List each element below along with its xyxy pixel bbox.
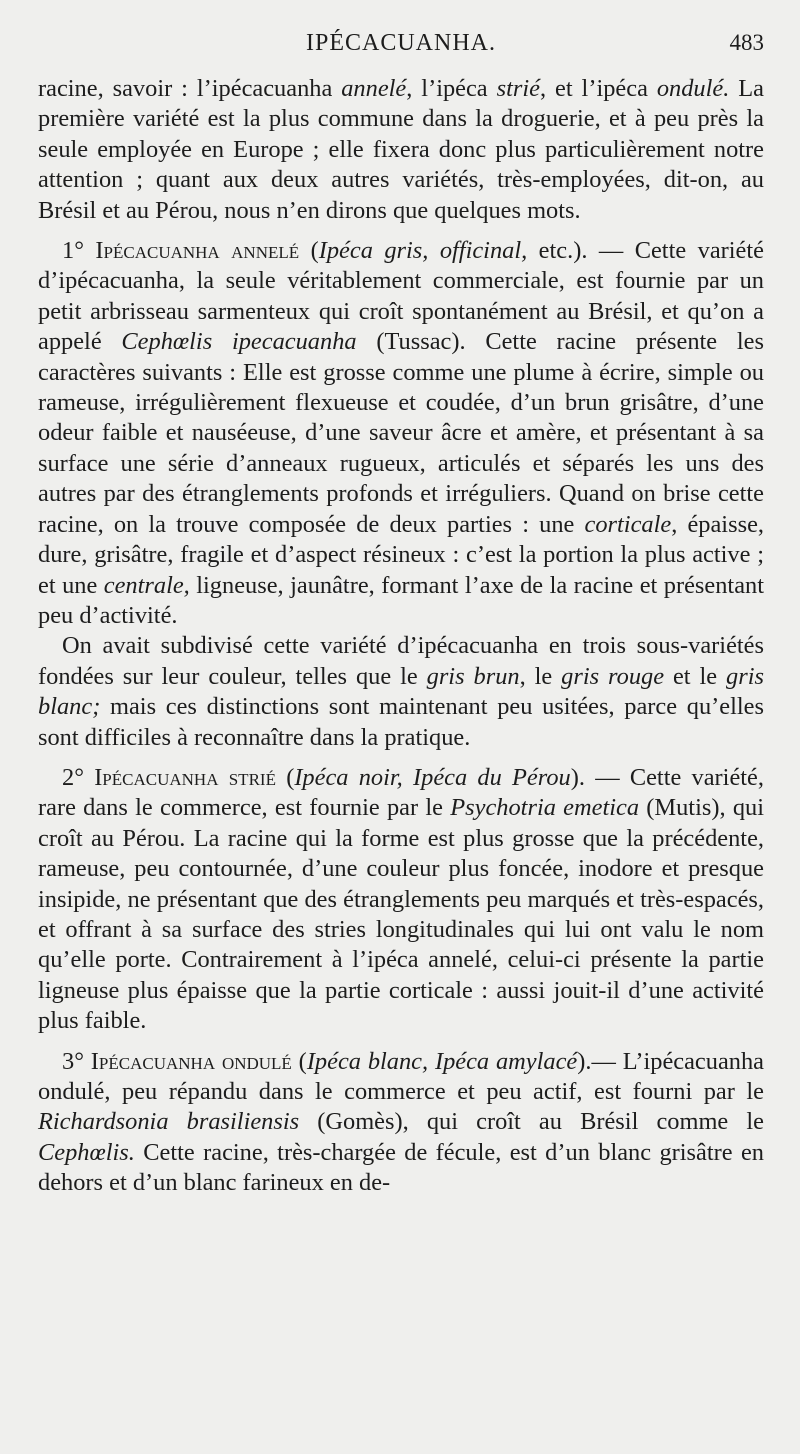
italic-term: gris blanc; — [38, 662, 764, 721]
italic-term: gris brun — [426, 662, 520, 690]
paragraph-ipecacuanha-annele — [38, 236, 764, 631]
section-number: 3° — [62, 1047, 91, 1075]
italic-term: ondulé. — [656, 75, 730, 102]
section-heading: Ipécacuanha strié — [94, 763, 276, 791]
text-run: etc.). — Cette variété d’ipécacuanha, la seule véritablement commerciale, est fournie par un petit arbrisseau sarmenteux qui croît spontanément au Brésil, et qu’on a appelé — [38, 237, 764, 356]
italic-term: corticale — [584, 510, 672, 538]
italic-term: annelé — [341, 75, 407, 102]
page-header — [38, 22, 764, 74]
section-number: 1° — [62, 237, 96, 265]
text-run: ( — [299, 237, 319, 265]
section-heading: Ipécacuanha annelé — [95, 237, 300, 265]
paragraph-sub-varieties — [38, 631, 764, 753]
text-run: ). — Cette variété, rare dans le commerce, est fournie par le — [38, 763, 764, 822]
paragraph-varieties-intro — [38, 74, 764, 226]
text-run: La première variété est la plus commune dans la droguerie, et à peu près la seule employée en Europe ; elle fixera donc plus particulièrement notre attention ; quant aux deux autres variétés, très-employées, dit-on, au Brésil et au Pérou, nous n’en dirons que quelques mots. — [38, 75, 764, 224]
paragraph-ipecacuanha-ondule — [38, 1047, 764, 1199]
paragraph-ipecacuanha-strie — [38, 763, 764, 1037]
text-run: (Tussac). Cette racine présente les caractères suivants : Elle est grosse comme une plume à écrire, simple ou rameuse, irrégulièrement flexueuse et coudée, d’un brun grisâtre, d’une odeur faible et nauséeuse, d’une saveur âcre et amère, et présentant à sa surface une série d’anneaux rugueux, articulés et séparés les uns des autres par des étranglements profonds et irréguliers. Quand on brise cette racine, on la trouve composée de deux parties : une — [38, 328, 764, 538]
italic-term: Ipéca blanc, Ipéca amylacé — [306, 1047, 578, 1075]
text-run: ).— L’ipécacuanha ondulé, peu répandu dans le commerce et peu actif, est fourni par le — [38, 1047, 764, 1105]
text-run: On avait subdivisé cette variété d’ipécacuanha en trois sous-variétés fondées sur leur couleur, telles que le — [38, 632, 764, 690]
text-run: , épaisse, dure, grisâtre, fragile et d’aspect résineux : c’est la portion la plus active ; et une — [38, 510, 764, 599]
italic-term: strié — [496, 75, 540, 102]
text-run: Cette racine, très-chargée de fécule, est d’un blanc grisâtre en dehors et d’un blanc farineux en de- — [38, 1138, 764, 1197]
text-run: et le — [664, 662, 727, 690]
text-run: (Mutis), qui croît au Pérou. La racine qui la forme est plus grosse que la précédente, rameuse, peu contournée, d’une couleur plus foncée, inodore et presque insipide, ne présentant que des étranglements peu marqués et très-espacés, et offrant à sa surface des stries longitudinales qui lui ont valu le nom qu’elle porte. Contrairement à l’ipéca annelé, celui-ci présente la partie ligneuse plus épaisse que la partie corticale : aussi jouit-il d’une activité plus faible. — [38, 794, 764, 1035]
italic-term: Psychotria emetica — [450, 794, 640, 822]
text-run: ( — [275, 763, 295, 791]
text-run: mais ces distinctions sont maintenant peu usitées, parce qu’elles sont difficiles à reconnaître dans la pratique. — [38, 693, 764, 751]
body-text — [38, 74, 764, 1199]
running-title: IPÉCACUANHA. — [305, 30, 496, 56]
section-heading: Ipécacuanha ondulé — [90, 1047, 292, 1075]
text-run: ( — [291, 1047, 307, 1075]
page-number: 483 — [729, 30, 764, 55]
text-run: racine, savoir : l’ipécacuanha — [38, 75, 342, 102]
italic-term: Richardsonia brasiliensis — [38, 1108, 300, 1136]
italic-term: Cephœlis. — [38, 1138, 135, 1166]
text-run: ligneuse, jaunâtre, formant l’axe de la racine et présentant peu d’activité. — [38, 571, 764, 629]
italic-term: gris rouge — [561, 662, 665, 690]
text-run: (Gomès), qui croît au Brésil comme le — [299, 1108, 764, 1136]
italic-term: Ipéca noir, Ipéca du Pérou — [294, 763, 571, 791]
italic-term: centrale, — [103, 571, 190, 599]
text-run: , l’ipéca — [406, 75, 497, 102]
italic-term: Ipéca gris, officinal, — [318, 237, 528, 265]
italic-term: Cephœlis ipecacuanha — [121, 328, 357, 356]
text-run: , le — [519, 662, 562, 690]
text-run: , et l’ipéca — [539, 75, 657, 102]
section-number: 2° — [62, 763, 95, 791]
